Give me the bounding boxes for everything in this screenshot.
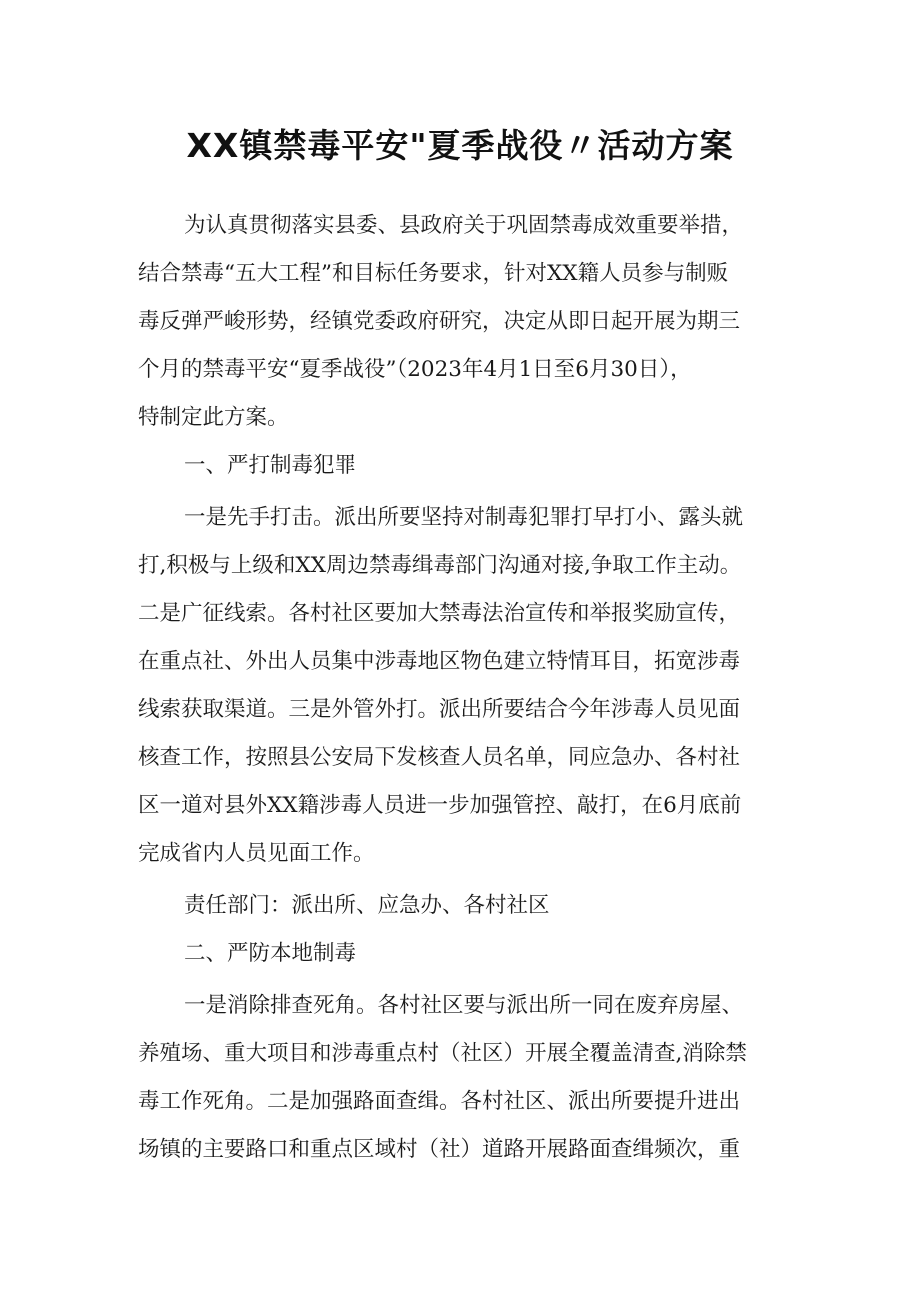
section-heading: 二、严防本地制毒	[184, 941, 357, 966]
paragraph-line: 打,积极与上级和XX周边禁毒缉毒部门沟通对接,争取工作主动。	[138, 553, 742, 578]
paragraph-line: 线索获取渠道。三是外管外打。派出所要结合今年涉毒人员见面	[138, 697, 741, 722]
paragraph-line: 特制定此方案。	[138, 405, 289, 430]
responsible-departments: 责任部门：派出所、应急办、各村社区	[184, 893, 550, 918]
paragraph-line: 区一道对县外XX籍涉毒人员进一步加强管控、敲打，在6月底前	[138, 793, 742, 818]
paragraph-line: 一是先手打击。派出所要坚持对制毒犯罪打早打小、露头就	[184, 505, 744, 530]
section-heading: 一、严打制毒犯罪	[184, 453, 357, 478]
paragraph-line: 二是广征线索。各村社区要加大禁毒法治宣传和举报奖励宣传，	[138, 601, 741, 626]
paragraph-line: 场镇的主要路口和重点区域村（社）道路开展路面查缉频次，重	[138, 1137, 741, 1162]
document-title: XX镇禁毒平安"夏季战役〃活动方案	[186, 126, 734, 165]
paragraph-line: 为认真贯彻落实县委、县政府关于巩固禁毒成效重要举措，	[184, 213, 744, 238]
paragraph-line: 结合禁毒“五大工程”和目标任务要求，针对XX籍人员参与制贩	[138, 261, 729, 286]
paragraph-line: 在重点社、外出人员集中涉毒地区物色建立特情耳目，拓宽涉毒	[138, 649, 741, 674]
paragraph-line: 核查工作，按照县公安局下发核查人员名单，同应急办、各村社	[138, 745, 741, 770]
paragraph-line: 毒反弹严峻形势，经镇党委政府研究，决定从即日起开展为期三	[138, 309, 741, 334]
paragraph-line: 完成省内人员见面工作。	[138, 841, 375, 866]
paragraph-line: 个月的禁毒平安“夏季战役”（2023年4月1日至6月30日），	[138, 357, 692, 382]
paragraph-line: 毒工作死角。二是加强路面查缉。各村社区、派出所要提升进出	[138, 1089, 741, 1114]
paragraph-line: 一是消除排查死角。各村社区要与派出所一同在废弃房屋、	[184, 993, 744, 1018]
paragraph-line: 养殖场、重大项目和涉毒重点村（社区）开展全覆盖清查,消除禁	[138, 1041, 747, 1066]
